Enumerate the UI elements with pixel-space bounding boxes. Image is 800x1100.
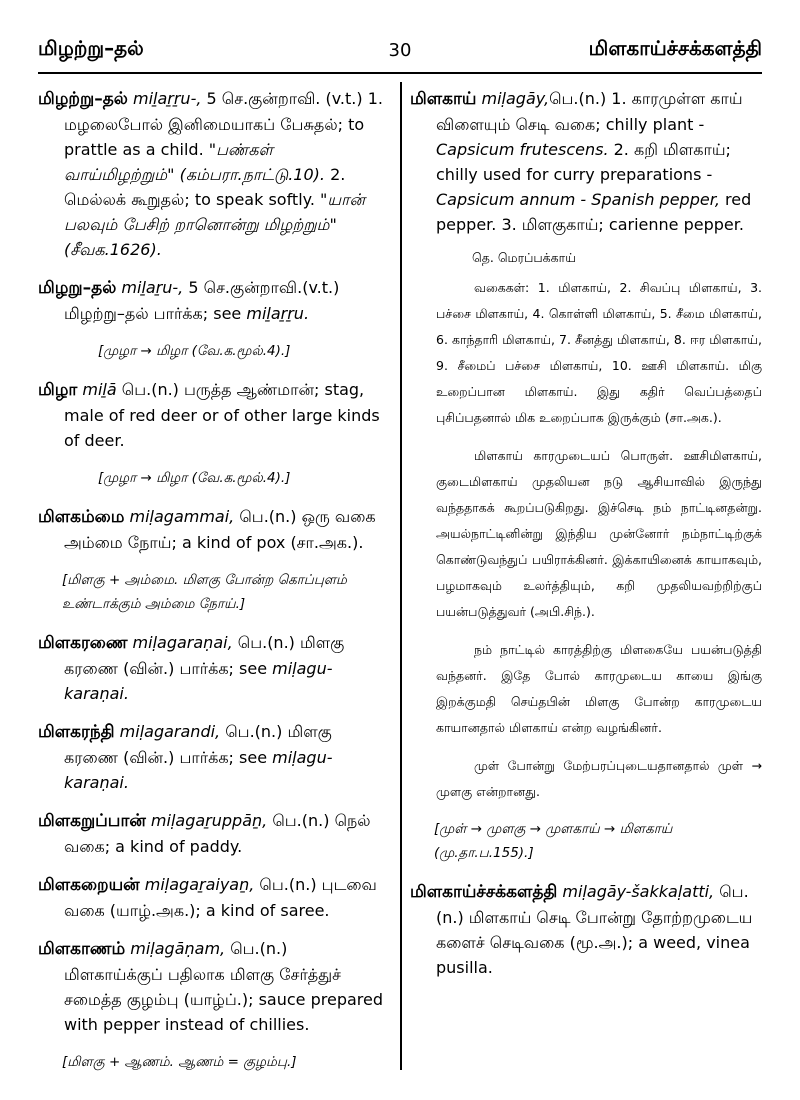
scientific-name: Capsicum annum - Spanish pepper, — [436, 190, 720, 209]
entry-milagaruppan — [38, 808, 388, 859]
etymology: [முழா → மிழா (வே.க.மூல்.4).] — [98, 343, 291, 359]
definition: பெ.(n.) மிளகாய் செடி போன்று தோற்றமுடைய களைச் செடிவகை (மூ.அ.); a weed, vinea pusilla. — [436, 882, 753, 977]
transliteration: miḷagammai, — [129, 507, 235, 526]
header-right-guideword: மிளகாய்ச்சக்களத்தி — [588, 36, 762, 60]
entry-mizharu — [38, 275, 388, 326]
scientific-name: Capsicum frutescens. — [436, 140, 609, 159]
headword: மிளகறையன் — [38, 875, 140, 895]
definition: 2. மெல்லக் கூறுதல்; to speak softly. — [64, 165, 346, 209]
note-paragraph: முள் போன்று மேற்பரப்புடையதானதால் முள் → முளகு என்றானது. — [436, 758, 762, 799]
entry-milaganam — [38, 936, 388, 1037]
entry-milagay — [410, 86, 762, 237]
headword: மிளகாய் — [410, 89, 477, 109]
header-left-guideword: மிழற்று–தல் — [38, 36, 144, 60]
transliteration: miḷagāy-šakkaḷatti, — [562, 882, 715, 901]
note-paragraph: மிளகாய் காரமுடையப் பொருள். ஊசிமிளகாய், குடைமிளகாய் முதலியன நடு ஆசியாவில் இருந்து வந்ததாகக் கூறப்படுகிறது. இச்செடி நம் நாட்டினதன்று. அயல்நாட்டினின்று இந்திய முன்னோர் நம்நாட்டிற்குக் கொண்டுவந்துப் பயிராக்கினர். இக்காயினைக் காயாகவும், பழமாகவும் உலர்த்தியும், கறி முதலியவற்றிற்குப் பயன்படுத்துவர் (அபி.சிந்.). — [436, 448, 762, 619]
right-column — [410, 86, 762, 993]
page-number: 30 — [388, 40, 412, 61]
transliteration: miḷagāy, — [481, 89, 550, 108]
telugu-cognate: தெ. மெரப்பக்காய் — [472, 250, 576, 265]
headword: மிளகரந்தி — [38, 722, 115, 742]
transliteration: miḻā — [82, 380, 117, 399]
definition: பெ.(n.) 1. காரமுள்ள காய் விளையும் செடி வகை; chilly plant - — [436, 89, 743, 134]
header-rule — [38, 72, 762, 74]
headword: மிளகறுப்பான் — [38, 811, 146, 831]
entry-milagaraiyan — [38, 872, 388, 923]
definition: red pepper. 3. மிளகுகாய்; carienne pepper. — [436, 190, 752, 234]
transliteration: miḷagaṟaiyaṉ, — [144, 875, 255, 894]
cross-reference: miḻaṟṟu. — [246, 304, 310, 323]
definition: பெ.(n.) பருத்த ஆண்மான்; stag, male of red deer or of other large kinds of deer. — [64, 380, 380, 450]
etymology: [முள் → முளகு → முளகாய் → மிளகாய் (மு.தா.ப.155).] — [434, 821, 673, 861]
headword: மிளகாணம் — [38, 939, 126, 959]
headword: மிழற்று–தல் — [38, 89, 128, 109]
transliteration: miḻaṟṟu-, — [132, 89, 202, 108]
definition: பெ.(n.) புடவை வகை (யாழ்.அக.); a kind of saree. — [64, 875, 377, 920]
headword: மிழா — [38, 380, 78, 400]
headword: மிழறு–தல் — [38, 278, 117, 298]
transliteration: miḻaṟu-, — [121, 278, 184, 297]
definition: பெ.(n.) ஒரு வகை அம்மை நோய்; a kind of pox (சா.அக.). — [64, 507, 376, 552]
etymology: [மிளகு + ஆணம். ஆணம் = குழம்பு.] — [62, 1054, 297, 1070]
entry-mizha — [38, 377, 388, 453]
entry-milagay-sakkalatti — [410, 879, 762, 980]
entry-mizharru — [38, 86, 388, 262]
cross-reference: miḷagu-karaṇai. — [64, 659, 333, 703]
entry-milagaranai — [38, 630, 388, 706]
transliteration: miḷagāṇam, — [130, 939, 226, 958]
column-divider — [400, 82, 402, 1070]
transliteration: miḷagaraṇai, — [132, 633, 233, 652]
quotation: "பண்கள் வாய்மிழற்றும்" (கம்பரா.நாட்டு.10). — [64, 140, 325, 184]
entry-milagammai — [38, 504, 388, 555]
etymology: [முழா → மிழா (வே.க.மூல்.4).] — [98, 470, 291, 486]
definition: பெ.(n.) மிளகு கரணை (வின்.) பார்க்க; see — [64, 633, 345, 678]
headword: மிளகாய்ச்சக்களத்தி — [410, 882, 558, 902]
left-column — [38, 86, 388, 1088]
cross-reference: miḷagu-karaṇai. — [64, 748, 333, 792]
note-paragraph: நம் நாட்டில் காரத்திற்கு மிளகையே பயன்படுத்தி வந்தனர். இதே போல் காரமுடைய காயை இங்கு இறக்குமதி செய்தபின் மிளகு போன்ற காரமுடைய காயானதால் மிளகாய் என்ற வழங்கினர். — [436, 642, 762, 735]
transliteration: miḷagaṟuppāṉ, — [150, 811, 268, 830]
headword: மிளகரணை — [38, 633, 128, 653]
definition: பெ.(n.) நெல் வகை; a kind of paddy. — [64, 811, 371, 856]
definition: 5 செ.குன்றாவி. (v.t.) 1. மழலைபோல் இனிமையாகப் பேசுதல்; to prattle as a child. — [64, 89, 383, 159]
definition: பெ.(n.) மிளகு கரணை (வின்.) பார்க்க; see — [64, 722, 332, 767]
definition: 2. கறி மிளகாய்; chilly used for curry preparations - — [436, 140, 731, 184]
headword: மிளகம்மை — [38, 507, 125, 527]
definition: பெ.(n.) மிளகாய்க்குப் பதிலாக மிளகு சேர்த்துச் சமைத்த குழம்பு (யாழ்ப்.); sauce prepared with pepper instead of chillies. — [64, 939, 383, 1034]
entry-milagarandi — [38, 719, 388, 795]
transliteration: miḷagarandi, — [119, 722, 221, 741]
page-header — [38, 36, 762, 72]
quotation: "யான் பலவும் பேசிற் றானொன்று மிழற்றும்" (சீவக.1626). — [64, 190, 365, 259]
note-paragraph: வகைகள்: 1. மிளகாய், 2. சிவப்பு மிளகாய், 3. பச்சை மிளகாய், 4. கொள்ளி மிளகாய், 5. சீமை மிளகாய், 6. காந்தாரி மிளகாய், 7. சீனத்து மிளகாய், 8. ஈர மிளகாய், 9. சீமைப் பச்சை மிளகாய், 10. ஊசி மிளகாய். மிகு உறைப்பான மிளகாய். இது கதிர் வெப்பத்தைப் புசிப்பதனால் மிக உறைப்பாக இருக்கும் (சா.அக.). — [436, 280, 762, 425]
definition: 5 செ.குன்றாவி.(v.t.) மிழற்று–தல் பார்க்க; see — [64, 278, 340, 323]
etymology: [மிளகு + அம்மை. மிளகு போன்ற கொப்புளம் உண்டாக்கும் அம்மை நோய்.] — [62, 572, 347, 612]
